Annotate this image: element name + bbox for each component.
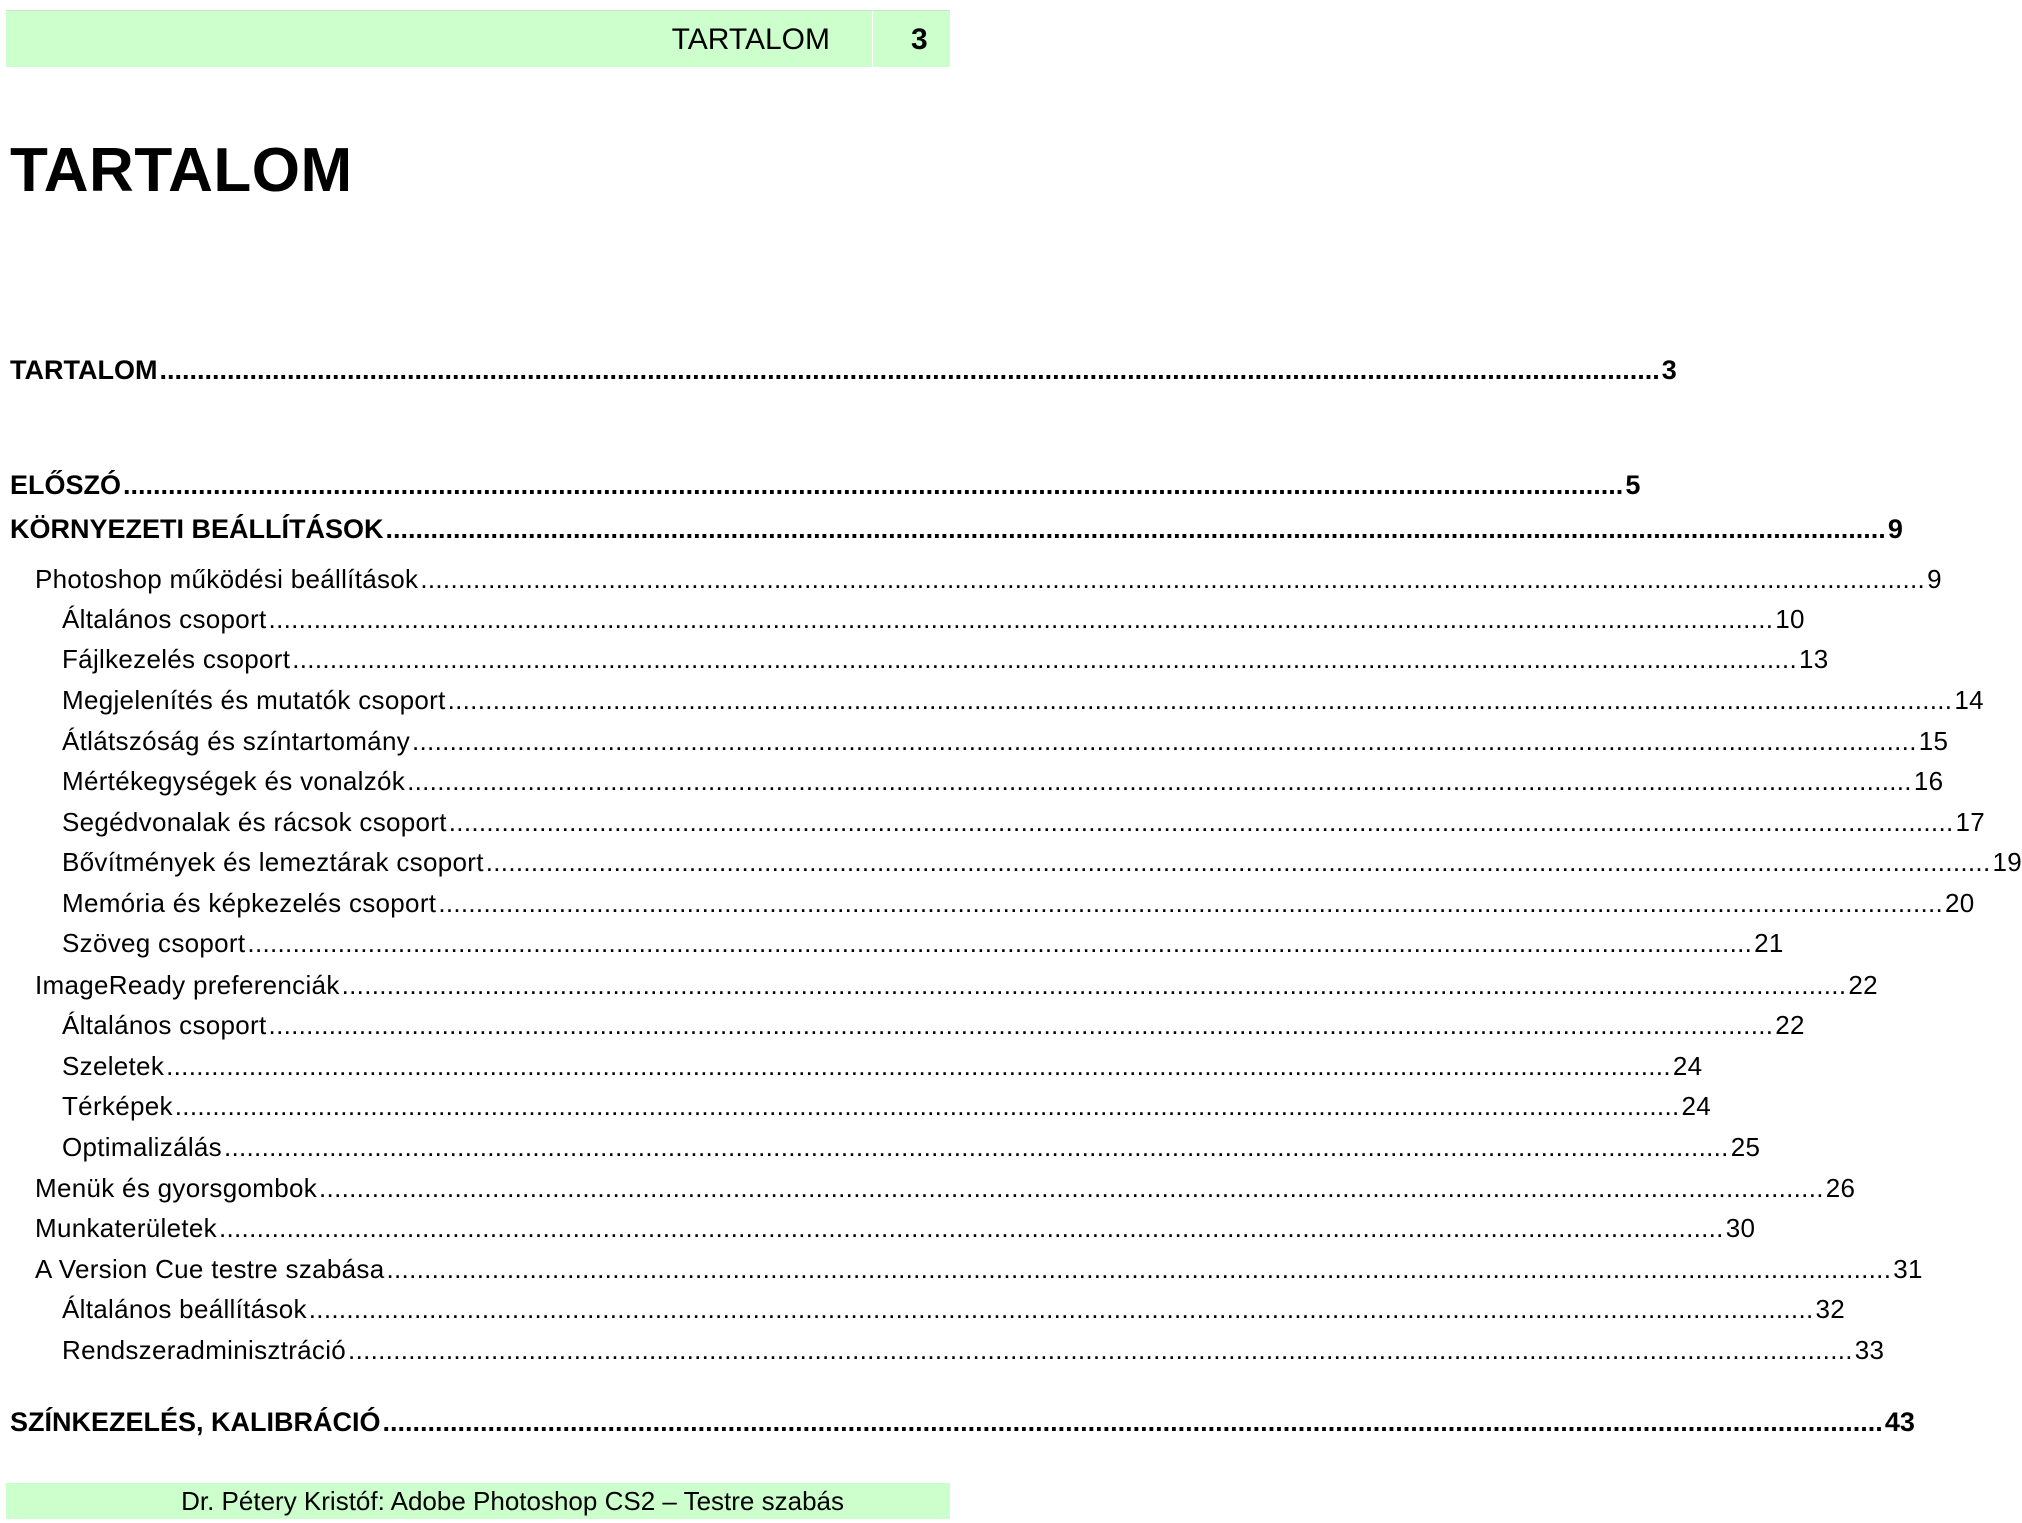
toc-entry-page: 31 bbox=[1893, 1254, 1923, 1284]
toc-entry-page: 21 bbox=[1754, 928, 1784, 958]
footer-text: Dr. Pétery Kristóf: Adobe Photoshop CS2 – Testre szabás bbox=[181, 1486, 844, 1516]
toc-entry-label: Átlátszóság és színtartomány bbox=[62, 726, 410, 756]
toc-leader-dots: ........................................................................................................................................................................................................ bbox=[319, 1173, 1824, 1203]
toc-entry-page: 20 bbox=[1945, 888, 1975, 918]
toc-entry-page: 22 bbox=[1775, 1010, 1805, 1040]
toc-entry-label: Mértékegységek és vonalzók bbox=[62, 766, 406, 796]
toc-entry[interactable] bbox=[10, 465, 1641, 505]
toc-entry-page: 26 bbox=[1825, 1173, 1856, 1203]
toc-entry-label: SZÍNKEZELÉS, KALIBRÁCIÓ bbox=[10, 1407, 381, 1437]
toc-entry-page: 32 bbox=[1815, 1294, 1846, 1324]
toc-leader-dots: ........................................................................................................................................................................................................ bbox=[447, 685, 1953, 715]
toc-leader-dots: ........................................................................................................................................................................................................ bbox=[382, 1407, 1883, 1437]
toc-entry-page: 19 bbox=[1992, 847, 2022, 877]
header-page-number: 3 bbox=[911, 23, 928, 56]
toc-entry-label: Fájlkezelés csoport bbox=[62, 644, 291, 674]
toc-entry-label: Optimalizálás bbox=[62, 1132, 222, 1162]
toc-entry[interactable] bbox=[62, 1330, 1885, 1370]
toc-entry-label: Szeletek bbox=[62, 1051, 165, 1081]
toc-entry-page: 25 bbox=[1730, 1132, 1761, 1162]
toc-entry-page: 13 bbox=[1798, 644, 1829, 674]
toc-entry[interactable] bbox=[62, 883, 1975, 923]
toc-leader-dots: ........................................................................................................................................................................................................ bbox=[407, 766, 1912, 796]
toc-entry[interactable] bbox=[35, 1208, 1756, 1248]
toc-entry-page: 43 bbox=[1884, 1407, 1915, 1437]
toc-leader-dots: ........................................................................................................................................................................................................ bbox=[223, 1132, 1729, 1162]
toc-leader-dots: ........................................................................................................................................................................................................ bbox=[420, 564, 1926, 594]
toc-entry[interactable] bbox=[62, 842, 2022, 882]
toc-entry-label: ImageReady preferenciák bbox=[35, 970, 340, 1000]
toc-entry[interactable] bbox=[62, 761, 1944, 801]
toc-entry-page: 15 bbox=[1918, 726, 1949, 756]
toc-entry-label: ELŐSZÓ bbox=[10, 470, 122, 500]
toc-entry[interactable] bbox=[62, 923, 1784, 963]
toc-entry[interactable] bbox=[62, 1046, 1703, 1086]
header-divider bbox=[872, 11, 873, 67]
toc-leader-dots: ........................................................................................................................................................................................................ bbox=[348, 1335, 1853, 1365]
toc-leader-dots: ........................................................................................................................................................................................................ bbox=[166, 1051, 1671, 1081]
toc-leader-dots: ........................................................................................................................................................................................................ bbox=[123, 470, 1624, 500]
toc-leader-dots: ........................................................................................................................................................................................................ bbox=[485, 847, 1991, 877]
toc-entry-page: 33 bbox=[1854, 1335, 1885, 1365]
page-footer bbox=[6, 1483, 950, 1519]
toc-entry-label: Photoshop működési beállítások bbox=[35, 564, 419, 594]
toc-leader-dots: ........................................................................................................................................................................................................ bbox=[247, 928, 1753, 958]
toc-entry-label: Menük és gyorsgombok bbox=[35, 1173, 318, 1203]
toc-entry[interactable] bbox=[62, 802, 1986, 842]
toc-leader-dots: ........................................................................................................................................................................................................ bbox=[412, 726, 1917, 756]
toc-leader-dots: ........................................................................................................................................................................................................ bbox=[308, 1294, 1814, 1324]
toc-entry[interactable] bbox=[62, 1086, 1712, 1126]
toc-entry-label: Térképek bbox=[62, 1091, 173, 1121]
toc-entry-page: 30 bbox=[1725, 1213, 1756, 1243]
toc-leader-dots: ........................................................................................................................................................................................................ bbox=[385, 514, 1886, 544]
toc-entry-label: Általános beállítások bbox=[62, 1294, 307, 1324]
toc-entry-label: Munkaterületek bbox=[35, 1213, 217, 1243]
toc-leader-dots: ........................................................................................................................................................................................................ bbox=[448, 807, 1954, 837]
toc-entry[interactable] bbox=[10, 509, 1903, 549]
toc-entry[interactable] bbox=[35, 965, 1878, 1005]
toc-entry-label: Bővítmények és lemeztárak csoport bbox=[62, 847, 484, 877]
toc-entry-page: 9 bbox=[1927, 564, 1942, 594]
toc-entry[interactable] bbox=[10, 1402, 1915, 1442]
toc-leader-dots: ........................................................................................................................................................................................................ bbox=[174, 1091, 1680, 1121]
toc-entry-page: 22 bbox=[1848, 970, 1878, 1000]
toc-entry-label: Általános csoport bbox=[62, 1010, 267, 1040]
toc-leader-dots: ........................................................................................................................................................................................................ bbox=[268, 604, 1774, 634]
toc-leader-dots: ........................................................................................................................................................................................................ bbox=[218, 1213, 1724, 1243]
toc-entry-label: Általános csoport bbox=[62, 604, 267, 634]
toc-entry-page: 16 bbox=[1913, 766, 1944, 796]
toc-entry[interactable] bbox=[35, 559, 1942, 599]
toc-entry-page: 3 bbox=[1661, 355, 1677, 385]
toc-entry[interactable] bbox=[35, 1168, 1856, 1208]
toc-entry[interactable] bbox=[62, 1127, 1761, 1167]
toc-entry-page: 10 bbox=[1775, 604, 1805, 634]
toc-entry-label: Szöveg csoport bbox=[62, 928, 246, 958]
header-title: TARTALOM bbox=[671, 23, 830, 56]
toc-entry[interactable] bbox=[62, 639, 1829, 679]
toc-leader-dots: ........................................................................................................................................................................................................ bbox=[341, 970, 1847, 1000]
toc-leader-dots: ........................................................................................................................................................................................................ bbox=[159, 355, 1660, 385]
toc-entry[interactable] bbox=[62, 680, 1984, 720]
toc-entry[interactable] bbox=[62, 599, 1805, 639]
toc-entry-page: 17 bbox=[1955, 807, 1986, 837]
toc-leader-dots: ........................................................................................................................................................................................................ bbox=[386, 1254, 1892, 1284]
toc-entry[interactable] bbox=[62, 1005, 1805, 1045]
toc-leader-dots: ........................................................................................................................................................................................................ bbox=[268, 1010, 1774, 1040]
toc-leader-dots: ........................................................................................................................................................................................................ bbox=[438, 888, 1944, 918]
page-title: TARTALOM bbox=[10, 136, 353, 205]
toc-entry[interactable] bbox=[35, 1249, 1923, 1289]
toc-entry[interactable] bbox=[62, 721, 1949, 761]
toc-entry-label: A Version Cue testre szabása bbox=[35, 1254, 385, 1284]
toc-entry-page: 24 bbox=[1681, 1091, 1712, 1121]
toc-entry-label: Rendszeradminisztráció bbox=[62, 1335, 347, 1365]
toc-entry[interactable] bbox=[62, 1289, 1846, 1329]
toc-entry-page: 24 bbox=[1672, 1051, 1703, 1081]
toc-entry-label: Segédvonalak és rácsok csoport bbox=[62, 807, 447, 837]
toc-entry[interactable] bbox=[10, 350, 1677, 390]
toc-entry-label: KÖRNYEZETI BEÁLLÍTÁSOK bbox=[10, 514, 384, 544]
toc-entry-label: TARTALOM bbox=[10, 355, 158, 385]
toc-entry-page: 9 bbox=[1887, 514, 1903, 544]
page-header bbox=[6, 10, 950, 67]
toc-entry-label: Megjelenítés és mutatók csoport bbox=[62, 685, 446, 715]
toc-leader-dots: ........................................................................................................................................................................................................ bbox=[292, 644, 1797, 674]
toc-entry-page: 5 bbox=[1625, 470, 1641, 500]
toc-entry-page: 14 bbox=[1954, 685, 1984, 715]
toc-entry-label: Memória és képkezelés csoport bbox=[62, 888, 437, 918]
